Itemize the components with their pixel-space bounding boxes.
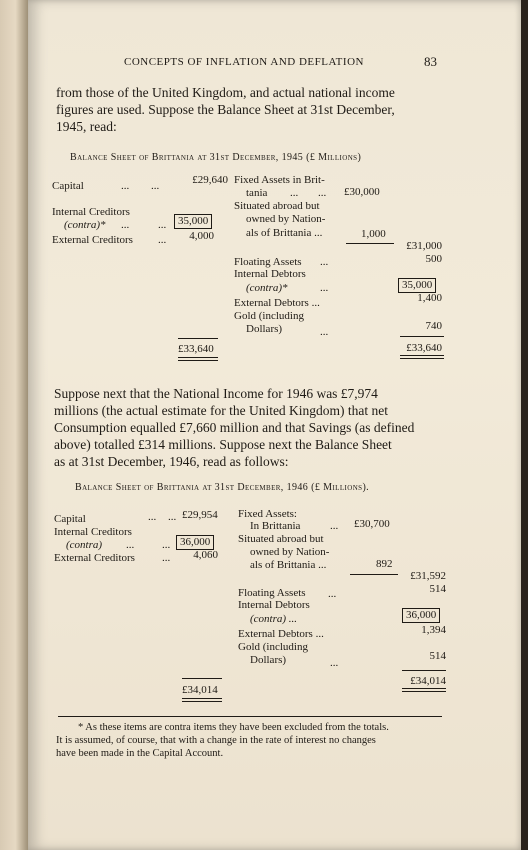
sheet1-internal-creditors-label: Internal Creditors — [52, 206, 130, 218]
sheet1-gold-label-2: Dollars) — [246, 323, 283, 335]
sheet2-dots: ... — [148, 511, 157, 523]
sheet1-rule — [178, 338, 218, 339]
sheet2-internal-debtors-value: 36,000 — [402, 608, 440, 623]
footnote-line-2: It is assumed, of course, that with a change in the rate of interest no changes — [56, 735, 376, 746]
sheet2-dots: ... — [328, 588, 337, 600]
running-title: CONCEPTS OF INFLATION AND DEFLATION — [124, 56, 364, 68]
page-number: 83 — [424, 54, 437, 69]
sheet2-double-rule — [182, 698, 222, 702]
sheet2-floating-label: Floating Assets — [238, 587, 306, 599]
sheet2-capital-value: £29,954 — [182, 509, 218, 521]
sheet2-external-creditors-label: External Creditors — [54, 552, 135, 564]
sheet2-situated-value: 892 — [376, 558, 393, 570]
adjacent-page-edge — [0, 0, 28, 850]
book-page — [28, 0, 521, 850]
footnote-line-1: * As these items are contra items they have been excluded from the totals. — [78, 722, 389, 733]
intro-line-3: 1945, read: — [56, 119, 117, 134]
sheet2-total-left: £34,014 — [182, 684, 218, 696]
middle-line-1: Suppose next that the National Income for 1946 was £7,974 — [54, 386, 378, 401]
sheet1-dots: ... — [290, 187, 299, 199]
footnote-rule — [58, 716, 442, 717]
sheet2-external-debtors-value: 1,394 — [421, 624, 446, 636]
sheet2-rule — [402, 670, 446, 671]
sheet2-total-right: £34,014 — [410, 675, 446, 687]
sheet2-contra-label: (contra) — [66, 539, 103, 551]
sheet2-external-debtors-label: External Debtors ... — [238, 628, 324, 640]
sheet2-rule — [182, 678, 222, 679]
sheet1-rule — [346, 243, 394, 244]
sheet1-external-creditors-value: 4,000 — [189, 230, 214, 242]
sheet1-dots: ... — [121, 219, 130, 231]
sheet2-situated-label-1: Situated abroad but — [238, 533, 324, 545]
sheet2-internal-debtors-contra: (contra) ... — [250, 613, 298, 625]
sheet1-dots: ... — [320, 282, 329, 294]
sheet1-fixed-assets-value: £30,000 — [344, 186, 380, 198]
sheet1-capital-label: Capital — [52, 180, 84, 192]
sheet1-internal-debtors-contra: (contra)* — [246, 282, 288, 294]
sheet1-contra-label: (contra)* — [64, 219, 106, 231]
sheet1-external-debtors-label: External Debtors ... — [234, 297, 320, 309]
sheet1-situated-label-1: Situated abroad but — [234, 200, 320, 212]
sheet2-dots: ... — [162, 552, 171, 564]
footnote-line-3: have been made in the Capital Account. — [56, 748, 224, 759]
sheet2-gold-label-2: Dollars) — [250, 654, 287, 666]
sheet1-floating-label: Floating Assets — [234, 256, 302, 268]
middle-line-4: above) totalled £314 millions. Suppose next the Balance Sheet — [54, 437, 392, 452]
sheet1-situated-label-3: als of Brittania ... — [246, 227, 323, 239]
sheet1-floating-value: 500 — [425, 253, 442, 265]
sheet2-fixed-assets-value: £30,700 — [354, 518, 390, 530]
sheet2-internal-creditors-label: Internal Creditors — [54, 526, 132, 538]
intro-line-2: figures are used. Suppose the Balance Sheet at 31st December, — [56, 102, 395, 117]
sheet1-double-rule — [178, 357, 218, 361]
sheet1-capital-value: £29,640 — [192, 174, 228, 186]
sheet1-dots: ... — [158, 234, 167, 246]
sheet2-situated-label-3: als of Brittania ... — [250, 559, 327, 571]
sheet1-external-debtors-value: 1,400 — [417, 292, 442, 304]
sheet1-total-left: £33,640 — [178, 343, 214, 355]
sheet2-rule — [350, 574, 398, 575]
sheet2-fixed-total: £31,592 — [410, 570, 446, 582]
sheet1-dots: ... — [158, 219, 167, 231]
sheet2-gold-value: 514 — [429, 650, 446, 662]
sheet1-dots: ... — [151, 180, 160, 192]
sheet2-situated-label-2: owned by Nation- — [250, 546, 330, 558]
sheet1-total-right: £33,640 — [406, 342, 442, 354]
sheet1-dots: ... — [318, 187, 327, 199]
sheet1-fixed-total: £31,000 — [406, 240, 442, 252]
sheet2-external-creditors-value: 4,060 — [193, 549, 218, 561]
sheet1-internal-creditors-value: 35,000 — [174, 214, 212, 229]
sheet2-dots: ... — [330, 657, 339, 669]
sheet1-situated-label-2: owned by Nation- — [246, 213, 326, 225]
sheet1-internal-debtors-value: 35,000 — [398, 278, 436, 293]
sheet1-dots: ... — [320, 256, 329, 268]
sheet1-rule — [400, 336, 444, 337]
sheet1-gold-label-1: Gold (including — [234, 310, 304, 322]
sheet1-dots: ... — [320, 326, 329, 338]
middle-line-3: Consumption equalled £7,660 million and that Savings (as defined — [54, 420, 415, 435]
sheet1-external-creditors-label: External Creditors — [52, 234, 133, 246]
sheet2-dots: ... — [126, 539, 135, 551]
intro-line-1: from those of the United Kingdom, and actual national income — [56, 85, 395, 100]
sheet2-internal-creditors-value: 36,000 — [176, 535, 214, 550]
sheet2-dots: ... — [330, 520, 339, 532]
sheet2-capital-dots: ... — [168, 511, 177, 523]
sheet1-fixed-assets-label-2: tania — [246, 187, 268, 199]
sheet2-dots: ... — [162, 539, 171, 551]
sheet2-fixed-assets-label-1: Fixed Assets: — [238, 508, 297, 520]
sheet1-gold-value: 740 — [425, 320, 442, 332]
sheet1-situated-value: 1,000 — [361, 228, 386, 240]
sheet2-double-rule — [402, 688, 446, 692]
sheet1-title: Balance Sheet of Brittania at 31st December, 1945 (£ Millions) — [70, 152, 362, 163]
sheet2-internal-debtors-label: Internal Debtors — [238, 599, 310, 611]
sheet2-title: Balance Sheet of Brittania at 31st December, 1946 (£ Millions). — [75, 482, 370, 493]
middle-line-2: millions (the actual estimate for the United Kingdom) that net — [54, 403, 389, 418]
sheet1-internal-debtors-label: Internal Debtors — [234, 268, 306, 280]
sheet1-dots: ... — [121, 180, 130, 192]
sheet1-double-rule — [400, 355, 444, 359]
sheet2-fixed-assets-label-2: In Brittania — [250, 520, 301, 532]
sheet2-gold-label-1: Gold (including — [238, 641, 308, 653]
sheet2-floating-value: 514 — [429, 583, 446, 595]
sheet2-capital-label: Capital — [54, 513, 86, 525]
middle-line-5: as at 31st December, 1946, read as follows: — [54, 454, 289, 469]
sheet1-fixed-assets-label-1: Fixed Assets in Brit- — [234, 174, 325, 186]
